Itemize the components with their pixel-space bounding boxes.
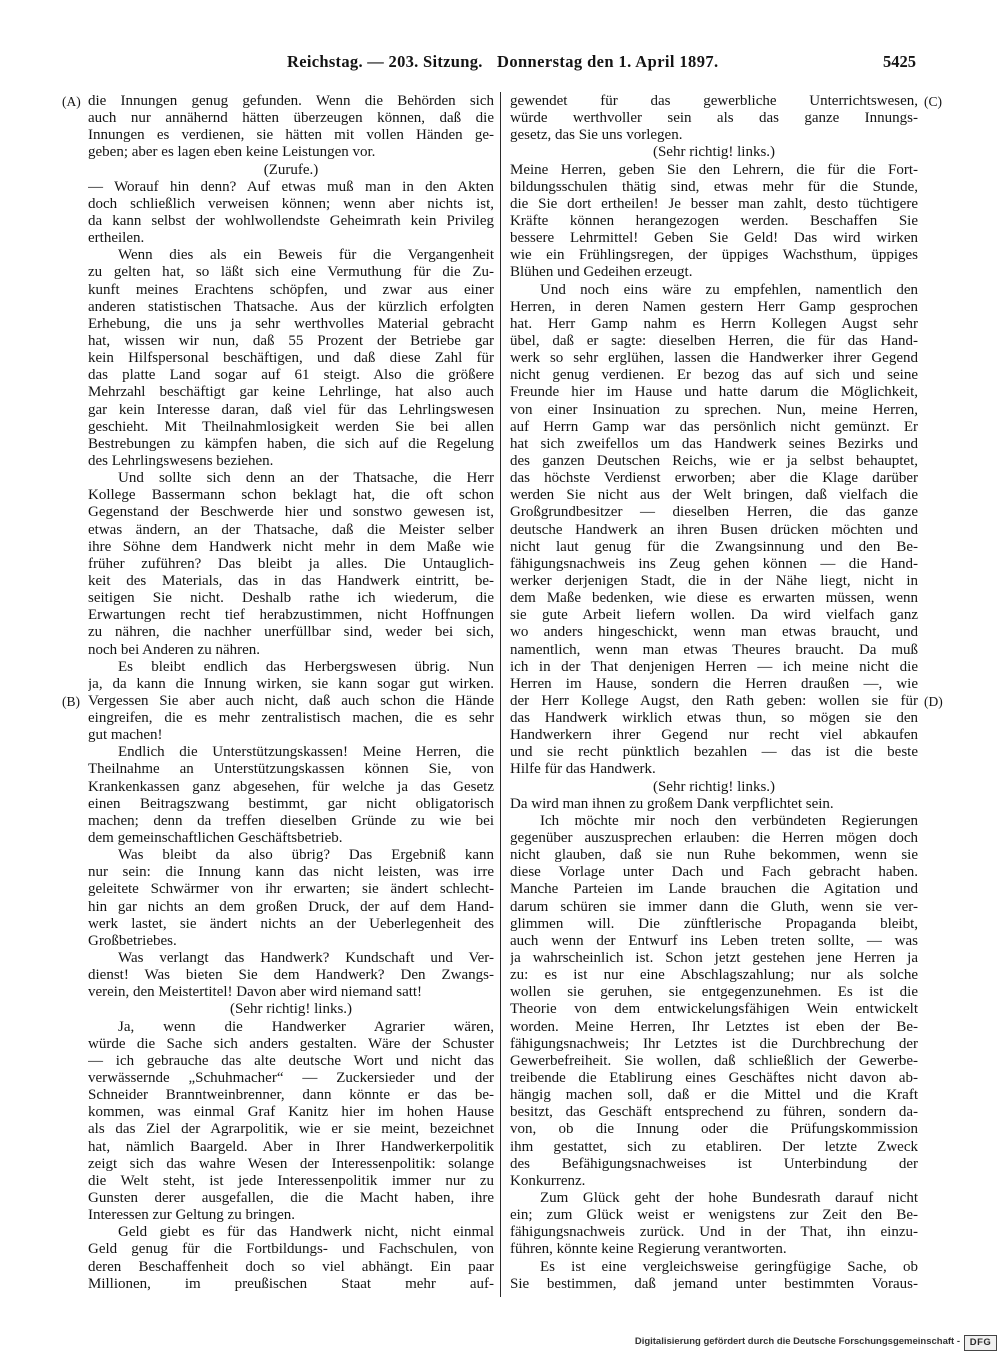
text-line: doch schließlich verweisen können; wenn aber nichts ist, (88, 195, 494, 212)
text-line: Erwartungen recht tief herabzustimmen, nicht Hoffnungen (88, 607, 494, 624)
text-line: ertheilen. (88, 230, 145, 247)
text-line: von einer Insinuation zu sprechen. Nun, meine Herren, (510, 401, 918, 418)
text-line: geschieht. Mit Theilnahmlosigkeit werden Sie bei allen (88, 418, 494, 435)
text-line: Ich möchte mir noch den verbündeten Regierungen (540, 812, 918, 829)
text-line: da kann selbst der wohlwollendste Geheimrath kein Privileg (88, 212, 494, 229)
text-line: Es bleibt endlich das Herbergswesen übrig. Nun (118, 658, 494, 675)
text-line: ich in der That denjenigen Herren — ich meine nicht die (510, 658, 918, 675)
text-line: die Sie dort ertheilen! Je besser man zahlt, desto tüchtigere (510, 195, 918, 212)
column-divider (500, 92, 501, 1297)
text-line: Da wird man ihnen zu großem Dank verpflichtet sein. (510, 795, 834, 812)
text-line: werden Sie nicht aus der Welt bringen, daß vielfach die (510, 487, 918, 504)
text-line: Endlich die Unterstützungskassen! Meine Herren, die (118, 744, 494, 761)
text-line: zu nähren, die nachher unerfüllbar sind, weder bei sich, (88, 624, 494, 641)
text-line: zu: es ist nur eine Abschlagszahlung; nur als solche (510, 967, 918, 984)
text-line: ja wahrscheinlich ist. Schon jetzt gestehen jene Herren ja (510, 950, 918, 967)
text-line: gut machen! (88, 727, 163, 744)
text-line: Und noch eins wäre zu empfehlen, namentlich den (540, 281, 918, 298)
text-line: ihm gestattet, sich zu etabliren. Der letzte Zweck (510, 1138, 918, 1155)
paragraph (510, 1190, 918, 1259)
text-line: Handwerkern ihrer Gegend nur recht viel abkaufen (510, 727, 918, 744)
paragraph (510, 1259, 918, 1293)
text-line: zeigt sich das wahre Wesen der Interessenpolitik: solange (88, 1155, 494, 1172)
text-line: darum schüren sie immer dann die Gluth, wenn sie ver- (510, 898, 918, 915)
text-line: auf Herrn Gamp war das persönlich nicht gemünzt. Er (510, 418, 918, 435)
text-line: verwässernde „Schuhmacher“ — Zuckersieder und der (88, 1070, 494, 1087)
text-line: auch nur annähernd hätten überzeugen können, daß die (88, 110, 494, 127)
text-line: Wenn dies als ein Beweis für die Vergangenheit (118, 247, 494, 264)
text-line: geleitete Schwärmer von ihr erwarten; sie ändert schlecht- (88, 881, 494, 898)
text-line: fähigungsnachweis zurück. Und in der That, ihn einzu- (510, 1224, 918, 1241)
text-line: Hilfe für das Handwerk. (510, 761, 656, 778)
text-line: von, ob die Innung oder die Prüfungskommission (510, 1121, 918, 1138)
running-head-date: Donnerstag den 1. April 1897. (497, 52, 719, 71)
paragraph (510, 282, 918, 779)
text-line: Konkurrenz. (510, 1172, 586, 1189)
text-line: wollen sie geruhen, sie entgegenzunehmen. Es ist die (510, 984, 918, 1001)
text-line: Schneider Branntweinbrenner, dann könnte er das be- (88, 1087, 494, 1104)
text-line: gar kein Interesse daran, daß viel für das Lehrlingswesen (88, 401, 494, 418)
paragraph (88, 744, 494, 847)
page-number: 5425 (883, 52, 916, 71)
text-line: zu gelten hat, so läßt sich eine Vermuthung für die Zu- (88, 264, 494, 281)
text-line: nicht genug verdienen. Er bezog das auf sich und seine (510, 367, 918, 384)
text-line: würde werthvoller sein als das ganze Innungs- (510, 110, 918, 127)
interjection-remark: (Zurufe.) (263, 161, 319, 178)
digitization-credit: Digitalisierung gefördert durch die Deutsche Forschungsgemeinschaft - (634, 1336, 960, 1347)
text-line: namentlich, wenn man etwas Theures braucht. Da muß (510, 641, 918, 658)
text-line: fähigungsnachweis ins Zeug gehen können — die Hand- (510, 555, 918, 572)
text-line: kunft meines Erachtens schöpfen, und zwar aus einer (88, 281, 494, 298)
text-line: werk so sehr erglühen, lassen die Handwerker ihrer Gegend (510, 350, 918, 367)
text-line: Meine Herren, geben Sie den Lehrern, die für die Fort- (510, 161, 918, 178)
text-line: Zum Glück geht der hohe Bundesrath darauf nicht (540, 1190, 918, 1206)
text-line: Millionen, im preußischen Staat mehr auf- (88, 1275, 494, 1292)
text-line: hat, nämlich Baargeld. Aber in Ihrer Handwerkerpolitik (88, 1138, 494, 1155)
text-line: Erhebung, die uns ja sehr werthvolles Material gebracht (88, 315, 494, 332)
text-line: hat. Herr Gamp nahm es Herrn Kollegen Augst sehr (510, 315, 918, 332)
text-line: diese Vorlage unter Dach und Fach gebracht haben. (510, 864, 918, 881)
text-line: werker derjenigen Stadt, die in der Nähe liegt, nicht in (510, 572, 918, 589)
paragraph (88, 847, 494, 950)
text-line: hängig machen soll, daß er die Mittel und die Kraft (510, 1087, 918, 1104)
text-line: würde die Sache sich anders gestalten. Wäre der Schuster (88, 1035, 494, 1052)
paragraph (510, 813, 918, 1190)
text-line: Krankenkassen ganz abgesehen, für welche ja das Gesetz (88, 778, 494, 795)
text-line: nur sein: die Innung kann das nicht leisten, was irre (88, 864, 494, 881)
text-line: eingreifen, die es mehr zentralistisch machen, die es sehr (88, 710, 494, 727)
text-line: wie ein Frühlingsregen, der üppiges Wachsthum, üppiges (510, 247, 918, 264)
text-line: Großgrundbesitzer — dieselben Herren, die das ganze (510, 504, 918, 521)
text-line: Geld genug für die Fortbildungs- und Fachschulen, von (88, 1241, 494, 1258)
text-line: ja, da kann die Innung wirken, sie kann sogar gut wirken. (88, 675, 494, 692)
text-line: das höchste Verdienst erworben; aber die Klage darüber (510, 470, 918, 487)
text-line: Theilnahme an Unterstützungskassen können Sie, von (88, 761, 494, 778)
text-line: noch bei Anderen zu nähren. (88, 641, 261, 658)
text-line: Kollege Bassermann schon beklagt hat, die oft schon (88, 487, 494, 504)
left-column (88, 93, 494, 1293)
text-line: Gunsten derer ausgefallen, die die Macht haben, ihre (88, 1190, 494, 1206)
text-line: dem gemeinschaftlichen Geschäftsbetrieb. (88, 830, 343, 847)
paragraph-continuation (88, 179, 494, 248)
text-line: Mehrzahl beschäftigt gar keine Lehrlinge, hat also auch (88, 384, 494, 401)
text-line: verein, den Meistertitel! Davon aber wird niemand satt! (88, 984, 423, 1001)
text-line: Blühen und Gedeihen erzeugt. (510, 264, 693, 281)
text-line: — Worauf hin denn? Auf etwas muß man in den Akten (88, 178, 494, 195)
text-line: Ja, wenn die Handwerker Agrarier wären, (118, 1018, 494, 1035)
text-line: Was bleibt da also übrig? Das Ergebniß kann (118, 847, 494, 864)
text-line: deutsche Handwerk an ihren Busen drücken möchten und (510, 521, 918, 538)
text-line: hat sich zweifellos um das Handwerk seines Bezirks und (510, 435, 918, 452)
text-line: bessere Lehrmittel! Geben Sie Geld! Das wird wirken (510, 230, 918, 247)
margin-marker-d: (D) (924, 694, 943, 710)
paragraph-continuation (510, 796, 918, 813)
text-line: kommen, was einmal Graf Kanitz hier im hohen Hause (88, 1104, 494, 1121)
text-line: hin gar nichts an dem großen Druck, der auf dem Hand- (88, 898, 494, 915)
margin-marker-b: (B) (62, 694, 80, 710)
text-line: dem Maße bedenken, wie diese es erwarten müssen, wenn (510, 590, 918, 607)
paragraph-continuation (510, 162, 918, 282)
text-line: Herren im Hause, sondern die Herren draußen —, wie (510, 675, 918, 692)
paragraph (88, 1224, 494, 1293)
text-line: und sie recht pünktlich bezahlen — das ist die beste (510, 744, 918, 761)
text-line: früher zuführen? Das bleibt ja alles. Die Untauglich- (88, 555, 494, 572)
interjection-remark: (Sehr richtig! links.) (652, 778, 776, 795)
text-line: keit des Materials, das in das Handwerk eintritt, be- (88, 572, 494, 589)
paragraph-continuation (88, 93, 494, 162)
text-line: glimmen will. Die zünftlerische Propaganda bleibt, (510, 915, 918, 932)
margin-marker-a: (A) (62, 94, 81, 109)
text-line: des Lehrlingswesens beziehen. (88, 452, 274, 469)
text-line: hat, wissen wir nun, daß 55 Prozent der Betriebe gar (88, 332, 494, 349)
text-line: besitzt, das Geschäft entsprechend zu führen, sondern da- (510, 1104, 918, 1121)
text-line: seitigen Sie nicht. Deshalb rathe ich wiederum, die (88, 590, 494, 607)
paragraph (88, 1019, 494, 1225)
text-line: fähigungsnachweis; Ihr Letztes ist die Durchbrechung der (510, 1035, 918, 1052)
text-line: Freunde hier im Hause und hatte darum die Möglichkeit, (510, 384, 918, 401)
text-line: gesetz, das Sie uns vorlegen. (510, 127, 683, 144)
text-line: Bestrebungen zu kämpfen haben, die sich auf die Regelung (88, 435, 494, 452)
text-line: machen; denn da treffen dieselben Gründe zu wie bei (88, 812, 494, 829)
paragraph-continuation (510, 93, 918, 144)
text-line: anderen statistischen Thatsache. Aus der kürzlich erfolgten (88, 298, 494, 315)
text-line: sie gute Arbeit liefern wollen. Da wird vielfach ganz (510, 607, 918, 624)
running-head-session: Reichstag. — 203. Sitzung. (287, 52, 483, 71)
interjection-remark: (Sehr richtig! links.) (652, 144, 776, 161)
right-column (510, 93, 918, 1293)
text-line: — ich gebrauche das alte deutsche Wort und nicht das (88, 1052, 494, 1069)
text-line: Interessen zur Geltung zu bringen. (88, 1207, 296, 1224)
text-line: Vergessen Sie aber auch nicht, daß auch schon die Hände (88, 692, 494, 709)
text-line: übel, daß er sagte: dieselben Herren, die für das Hand- (510, 332, 918, 349)
text-line: worden. Meine Herren, Ihr Letztes ist eben der Be- (510, 1018, 918, 1035)
dfg-logo: DFG (964, 1335, 997, 1351)
text-line: Sie bestimmen, daß jemand unter bestimmten Voraus- (510, 1275, 918, 1292)
text-line: nicht glauben, daß sie nun Ruhe bekommen, wenn sie (510, 847, 918, 864)
text-line: des ganzen Deutschen Reichs, wie er ja selbst behauptet, (510, 452, 918, 469)
text-line: wo anders hingeschickt, wenn man etwas braucht, und (510, 624, 918, 641)
text-line: ein; zum Glück weist er wenigstens zur Zeit den Be- (510, 1207, 918, 1224)
text-line: Theorie von dem entwickelungsfähigen Wein entwickelt (510, 1001, 918, 1018)
interjection-remark: (Sehr richtig! links.) (229, 1001, 353, 1018)
text-line: auch wenn der Entwurf ins Leben treten sollte, — was (510, 932, 918, 949)
text-line: Gegenstand der Beschwerde hier und sonstwo gewesen ist, (88, 504, 494, 521)
text-line: nicht laut genug für die Zwangsinnung und den Be- (510, 538, 918, 555)
text-line: Geld giebt es für das Handwerk nicht, nicht einmal (118, 1224, 494, 1241)
text-line: bildungsschulen thätig sind, etwas mehr für die Stunde, (510, 178, 918, 195)
text-line: deren Beschaffenheit doch so viel abhängt. Ein paar (88, 1258, 494, 1275)
text-line: treibende die Etablirung eines Geschäftes nicht davon ab- (510, 1070, 918, 1087)
text-line: geben; aber es lagen eben keine Leistungen vor. (88, 144, 376, 161)
text-line: das Handwerk wirklich etwas thun, so mögen sie den (510, 710, 918, 727)
text-line: als das Ziel der Agrarpolitik, wie er sie meint, bezeichnet (88, 1121, 494, 1138)
paragraph (88, 470, 494, 659)
text-line: werk lastet, sie ändert nichts an der Ueberlegenheit des (88, 915, 494, 932)
text-line: der Herr Kollege Augst, den Rath geben: wollen sie für (510, 692, 918, 709)
text-line: Was verlangt das Handwerk? Kundschaft und Ver- (118, 950, 494, 967)
text-line: Innungen es verdienen, sie hätten mit vollen Händen ge- (88, 127, 494, 144)
text-line: Manche Parteien im Lande brauchen die Agitation und (510, 881, 918, 898)
text-line: Herren, in deren Namen gestern Herr Gamp gesprochen (510, 298, 918, 315)
paragraph (88, 247, 494, 470)
text-line: ihre Söhne dem Handwerk nicht mehr in dem Maße wie (88, 538, 494, 555)
text-line: einen Beitragszwang bestimmt, gar nicht obligatorisch (88, 795, 494, 812)
text-line: das platte Land sogar auf 61 steigt. Also die größere (88, 367, 494, 384)
text-line: Es ist eine vergleichsweise geringfügige Sache, ob (540, 1258, 918, 1275)
text-line: dienst! Was bieten Sie dem Handwerk? Den Zwangs- (88, 967, 494, 984)
text-line: gegenüber auszusprechen erlauben: die Herren mögen doch (510, 830, 918, 847)
text-line: führen, könnte keine Regierung verantworten. (510, 1241, 787, 1258)
text-line: gewendet für das gewerbliche Unterrichtswesen, (510, 93, 918, 109)
text-line: Gewerbefreiheit. Sie wollen, daß schließlich der Gewerbe- (510, 1052, 918, 1069)
text-line: Kräfte können herangezogen werden. Beschaffen Sie (510, 212, 918, 229)
paragraph (88, 659, 494, 745)
text-line: Und sollte sich denn an der Thatsache, die Herr (118, 470, 494, 487)
margin-marker-c: (C) (924, 94, 942, 109)
text-line: kein Hilfspersonal beschäftigen, und daß diese Zahl für (88, 350, 494, 367)
text-line: Großbetriebes. (88, 932, 177, 949)
text-line: des Befähigungsnachweises ist Unterbindung der (510, 1155, 918, 1172)
text-line: die Welt steht, ist jede Interessenpolitik immer nur zu (88, 1172, 494, 1189)
text-line: die Innungen genug gefunden. Wenn die Behörden sich (88, 93, 494, 109)
text-line: etwas ändern, an der Thatsache, daß die Meister selber (88, 521, 494, 538)
paragraph (88, 950, 494, 1001)
